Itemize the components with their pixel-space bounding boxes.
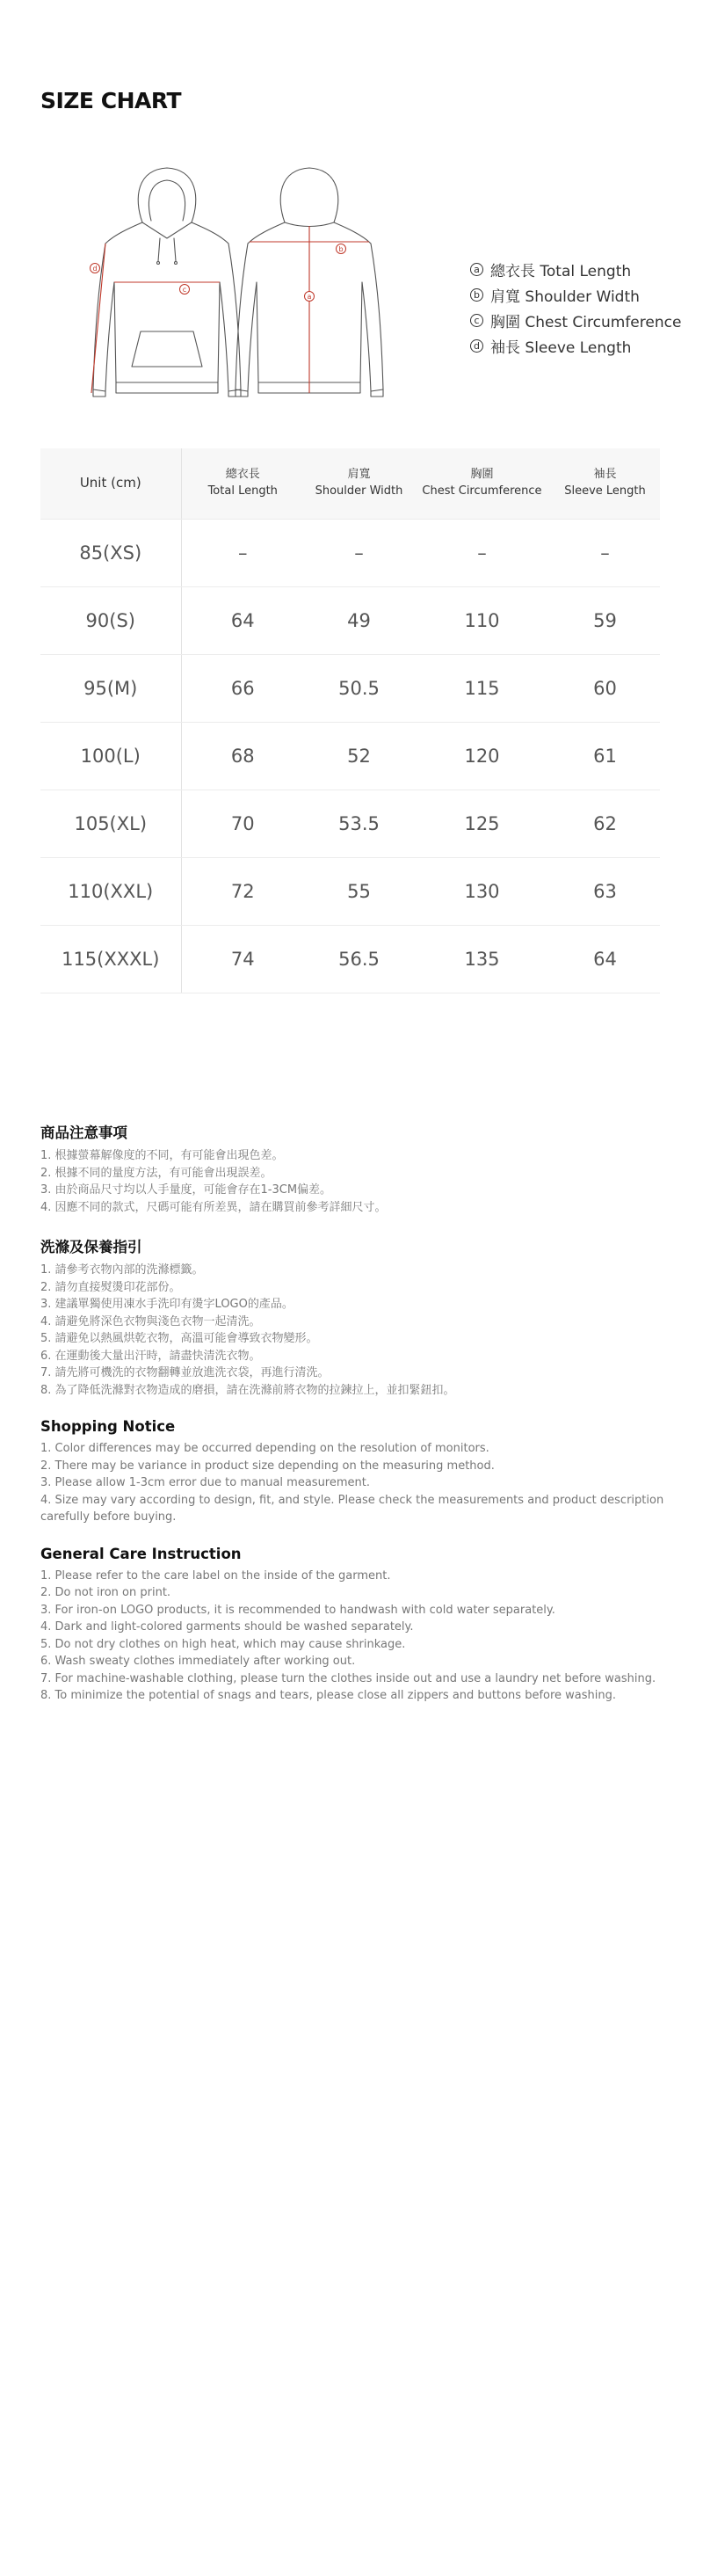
column-header-chest: 胸圍 Chest Circumference bbox=[414, 448, 550, 520]
table-cell: – bbox=[414, 520, 550, 587]
legend-label: 袖長 Sleeve Length bbox=[490, 339, 632, 357]
section-product-notice-zh bbox=[40, 1121, 669, 1216]
table-cell: 135 bbox=[414, 926, 550, 993]
legend-label: 肩寬 Shoulder Width bbox=[490, 288, 640, 306]
legend-item-total-length bbox=[470, 257, 681, 282]
measurement-legend bbox=[470, 257, 681, 359]
table-cell: 64 bbox=[181, 587, 304, 655]
list-item: 3. 由於商品尺寸均以人手量度，可能會存在1-3CM偏差。 bbox=[40, 1183, 332, 1197]
list-item: 2. Do not iron on print. bbox=[40, 1586, 171, 1599]
table-cell: 59 bbox=[550, 587, 660, 655]
table-row bbox=[40, 655, 660, 723]
list-item: 3. For iron-on LOGO products, it is recommended to handwash with cold water separately. bbox=[40, 1603, 555, 1617]
table-cell: 55 bbox=[304, 858, 414, 926]
table-cell: – bbox=[304, 520, 414, 587]
list-item: 4. Dark and light-colored garments should be washed separately. bbox=[40, 1620, 414, 1634]
unit-header: Unit (cm) bbox=[40, 448, 181, 520]
list-item: 6. 在運動後大量出汗時，請盡快清洗衣物。 bbox=[40, 1349, 261, 1363]
size-cell: 115(XXXL) bbox=[40, 926, 181, 993]
table-row bbox=[40, 723, 660, 790]
table-cell: 130 bbox=[414, 858, 550, 926]
table-cell: 60 bbox=[550, 655, 660, 723]
table-cell: 56.5 bbox=[304, 926, 414, 993]
section-shopping-notice bbox=[40, 1418, 669, 1526]
table-cell: 74 bbox=[181, 926, 304, 993]
size-cell: 90(S) bbox=[40, 587, 181, 655]
table-cell: 72 bbox=[181, 858, 304, 926]
size-cell: 110(XXL) bbox=[40, 858, 181, 926]
list-item: 7. 請先將可機洗的衣物翻轉並放進洗衣袋，再進行清洗。 bbox=[40, 1366, 330, 1379]
table-row bbox=[40, 587, 660, 655]
size-cell: 85(XS) bbox=[40, 520, 181, 587]
table-cell: – bbox=[550, 520, 660, 587]
page-title: SIZE CHART bbox=[40, 88, 182, 113]
list-item: 6. Wash sweaty clothes immediately after working out. bbox=[40, 1655, 356, 1668]
list-item: 2. 請勿直接熨燙印花部份。 bbox=[40, 1280, 181, 1294]
list-item: 2. There may be variance in product size depending on the measuring method. bbox=[40, 1459, 495, 1473]
table-cell: 52 bbox=[304, 723, 414, 790]
section-care-zh bbox=[40, 1235, 669, 1399]
legend-item-chest bbox=[470, 308, 681, 333]
section-heading: General Care Instruction bbox=[40, 1545, 242, 1562]
table-cell: 115 bbox=[414, 655, 550, 723]
section-heading: 商品注意事項 bbox=[40, 1124, 127, 1141]
table-cell: 66 bbox=[181, 655, 304, 723]
table-cell: – bbox=[181, 520, 304, 587]
table-cell: 61 bbox=[550, 723, 660, 790]
list-item: 4. Size may vary according to design, fit, and style. Please check the measurements and product description carefully before buying. bbox=[40, 1493, 664, 1524]
list-item: 4. 因應不同的款式，尺碼可能有所差異，請在購買前參考詳細尺寸。 bbox=[40, 1200, 387, 1214]
table-cell: 110 bbox=[414, 587, 550, 655]
table-header-row bbox=[40, 448, 660, 520]
legend-d-icon: d bbox=[470, 339, 483, 353]
list-item: 7. For machine-washable clothing, please turn the clothes inside out and use a laundry net before washing. bbox=[40, 1671, 656, 1685]
section-heading: Shopping Notice bbox=[40, 1418, 176, 1435]
table-row bbox=[40, 858, 660, 926]
table-cell: 70 bbox=[181, 790, 304, 858]
size-cell: 100(L) bbox=[40, 723, 181, 790]
list-item: 3. Please allow 1-3cm error due to manual measurement. bbox=[40, 1476, 370, 1489]
svg-text:a: a bbox=[307, 293, 312, 301]
svg-text:c: c bbox=[182, 286, 187, 294]
list-item: 4. 請避免將深色衣物與淺色衣物一起清洗。 bbox=[40, 1314, 261, 1328]
column-header-sleeve-length: 袖長 Sleeve Length bbox=[550, 448, 660, 520]
legend-b-icon: b bbox=[470, 288, 483, 302]
column-header-total-length: 總衣長 Total Length bbox=[181, 448, 304, 520]
table-row bbox=[40, 520, 660, 587]
table-cell: 125 bbox=[414, 790, 550, 858]
table-cell: 49 bbox=[304, 587, 414, 655]
table-cell: 62 bbox=[550, 790, 660, 858]
hoodie-measurement-diagram bbox=[79, 163, 387, 413]
section-general-care bbox=[40, 1546, 669, 1705]
list-item: 1. 請參考衣物內部的洗滌標籤。 bbox=[40, 1263, 204, 1277]
list-item: 5. 請避免以熱風烘乾衣物，高溫可能會導致衣物變形。 bbox=[40, 1332, 318, 1345]
table-cell: 63 bbox=[550, 858, 660, 926]
list-item: 3. 建議單獨使用凍水手洗印有燙字LOGO的產品。 bbox=[40, 1298, 294, 1311]
notes-container bbox=[40, 1121, 669, 1724]
list-item: 5. Do not dry clothes on high heat, which may cause shrinkage. bbox=[40, 1637, 406, 1651]
legend-item-sleeve-length bbox=[470, 333, 681, 359]
svg-text:b: b bbox=[338, 245, 344, 253]
legend-a-icon: a bbox=[470, 263, 483, 276]
list-item: 2. 根據不同的量度方法，有可能會出現誤差。 bbox=[40, 1166, 272, 1180]
section-heading: 洗滌及保養指引 bbox=[40, 1239, 142, 1255]
list-item: 1. Color differences may be occurred depending on the resolution of monitors. bbox=[40, 1442, 489, 1455]
size-cell: 95(M) bbox=[40, 655, 181, 723]
table-row bbox=[40, 790, 660, 858]
list-item: 1. Please refer to the care label on the inside of the garment. bbox=[40, 1568, 391, 1583]
table-row bbox=[40, 926, 660, 993]
svg-text:d: d bbox=[92, 265, 98, 273]
size-table bbox=[40, 448, 660, 993]
table-cell: 120 bbox=[414, 723, 550, 790]
legend-label: 胸圍 Chest Circumference bbox=[490, 314, 682, 331]
table-cell: 68 bbox=[181, 723, 304, 790]
table-cell: 64 bbox=[550, 926, 660, 993]
column-header-shoulder-width: 肩寬 Shoulder Width bbox=[304, 448, 414, 520]
table-cell: 50.5 bbox=[304, 655, 414, 723]
legend-item-shoulder-width bbox=[470, 282, 681, 308]
list-item: 8. To minimize the potential of snags and tears, please close all zippers and buttons before washing. bbox=[40, 1689, 617, 1702]
list-item: 1. 根據螢幕解像度的不同，有可能會出現色差。 bbox=[40, 1149, 284, 1162]
legend-label: 總衣長 Total Length bbox=[490, 263, 632, 280]
size-cell: 105(XL) bbox=[40, 790, 181, 858]
list-item: 8. 為了降低洗滌對衣物造成的磨損，請在洗滌前將衣物的拉鍊拉上，並扣緊鈕扣。 bbox=[40, 1383, 455, 1397]
table-cell: 53.5 bbox=[304, 790, 414, 858]
legend-c-icon: c bbox=[470, 314, 483, 327]
